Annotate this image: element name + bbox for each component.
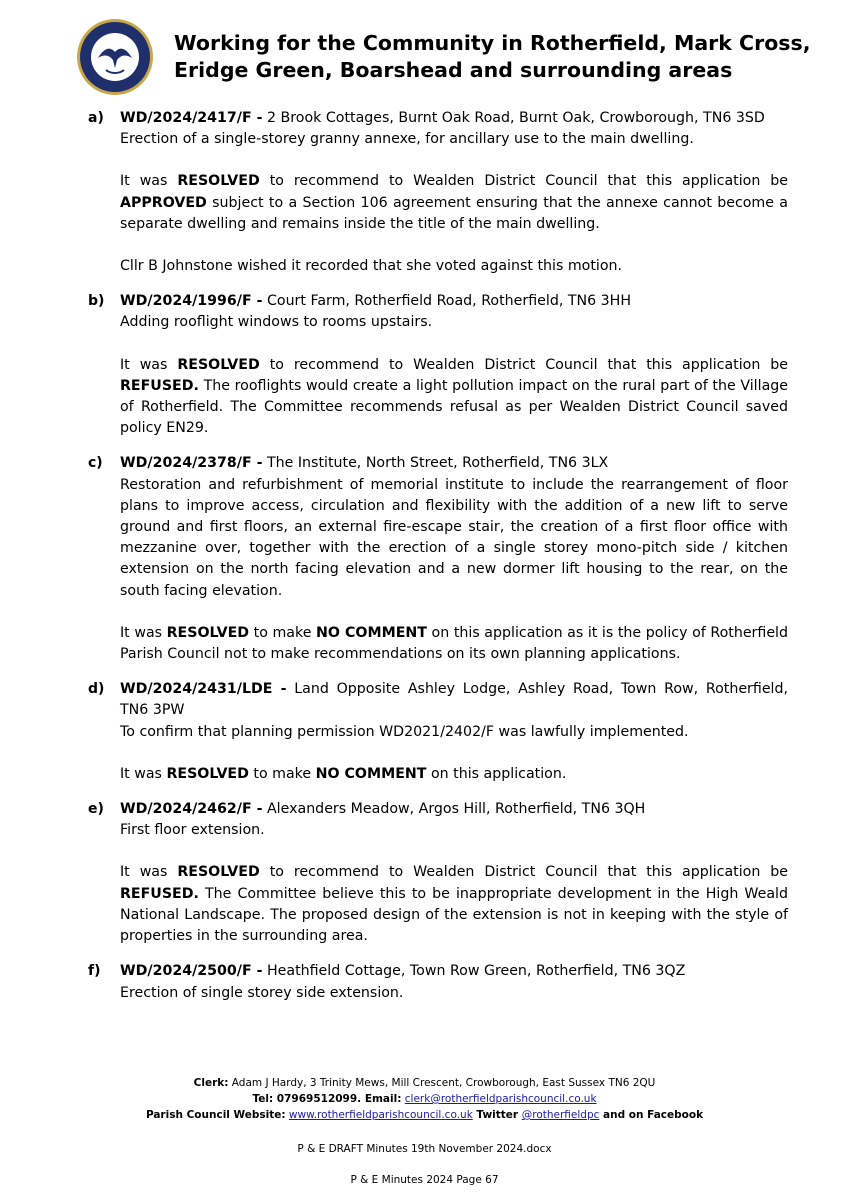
item-letter: d) — [88, 681, 105, 698]
resolution: It was RESOLVED to make NO COMMENT on this application. — [120, 765, 567, 782]
application-item-c — [88, 453, 788, 665]
application-item-d — [88, 679, 788, 785]
resolution: It was RESOLVED to make NO COMMENT on this application as it is the policy of Rotherfield Parish Council not to make recommendations on its own planning applications. — [120, 624, 788, 663]
footer-clerk: Clerk: Adam J Hardy, 3 Trinity Mews, Mill Crescent, Crowborough, East Sussex TN6 2QU — [193, 1077, 656, 1089]
page-footer — [0, 1075, 849, 1123]
application-item-e — [88, 799, 788, 947]
title-line-1: Working for the Community in Rotherfield, Mark Cross, — [174, 31, 811, 55]
twitter-link[interactable]: @rotherfieldpc — [521, 1109, 600, 1121]
application-item-b — [88, 291, 788, 439]
page-title — [174, 30, 834, 84]
item-letter: a) — [88, 110, 104, 126]
item-letter: b) — [88, 293, 105, 310]
application-description: Erection of a single-storey granny annexe, for ancillary use to the main dwelling. — [120, 131, 694, 148]
application-item-a — [88, 108, 788, 277]
application-heading — [120, 108, 788, 129]
application-ref: WD/2024/2431/LDE - — [120, 681, 287, 698]
application-description: Restoration and refurbishment of memorial institute to include the rearrangement of floor plans to improve access, circulation and flexibility with the addition of a new lift to serve ground and first floors, an external fire-escape stair, the creation of a first floor office with mezzanine over, together with the erection of a single storey mono-pitch side / kitchen extension on the north facing elevation and a new dormer lift housing to the rear, on the south facing elevation. — [120, 476, 788, 599]
footer-contact: Tel: 07969512099. Email: clerk@rotherfieldparishcouncil.co.uk — [252, 1093, 597, 1105]
application-ref: WD/2024/2500/F - — [120, 963, 263, 980]
page-number: P & E Minutes 2024 Page 67 — [350, 1174, 499, 1186]
application-heading — [120, 679, 788, 721]
application-address: Land Opposite Ashley Lodge, Ashley Road, Town Row, Rotherfield, TN6 3PW — [120, 681, 789, 719]
application-item-f — [88, 961, 788, 1003]
resolution: It was RESOLVED to recommend to Wealden District Council that this application be REFUSED. The Committee believe this to be inappropriate development in the High Weald National Landscape. The proposed design of the extension is not in keeping with the style of properties in the surrounding area. — [120, 864, 788, 945]
application-heading — [120, 291, 788, 312]
title-line-2: Eridge Green, Boarshead and surrounding areas — [174, 58, 733, 82]
resolution: It was RESOLVED to recommend to Wealden District Council that this application be REFUSED. The rooflights would create a light pollution impact on the rural part of the Village of Rotherfield. The Committee recommends refusal as per Wealden District Council saved policy EN29. — [120, 356, 788, 437]
recorded-note: Cllr B Johnstone wished it recorded that she voted against this motion. — [120, 258, 623, 275]
application-description: Adding rooflight windows to rooms upstairs. — [120, 314, 433, 331]
application-address: 2 Brook Cottages, Burnt Oak Road, Burnt Oak, Crowborough, TN6 3SD — [262, 110, 765, 126]
application-heading — [120, 453, 788, 474]
facebook-text: Facebook — [647, 1109, 704, 1121]
website-link[interactable]: www.rotherfieldparishcouncil.co.uk — [288, 1109, 473, 1121]
item-letter: c) — [88, 455, 103, 472]
application-description: Erection of single storey side extension. — [120, 984, 404, 1001]
application-heading — [120, 799, 788, 820]
email-link[interactable]: clerk@rotherfieldparishcouncil.co.uk — [404, 1093, 597, 1105]
application-ref: WD/2024/2378/F - — [120, 455, 263, 472]
item-letter: e) — [88, 801, 104, 818]
application-address: Heathfield Cottage, Town Row Green, Rotherfield, TN6 3QZ — [262, 963, 686, 980]
planning-applications-list — [88, 108, 788, 1018]
resolution: It was RESOLVED to recommend to Wealden District Council that this application be APPROVED subject to a Section 106 agreement ensuring that the annexe cannot become a separate dwelling and remains inside the title of the main dwelling. — [120, 173, 788, 232]
application-description: To confirm that planning permission WD2021/2402/F was lawfully implemented. — [120, 723, 689, 740]
application-description: First floor extension. — [120, 822, 265, 839]
application-address: Court Farm, Rotherfield Road, Rotherfield, TN6 3HH — [262, 293, 632, 310]
application-heading — [120, 961, 788, 982]
application-ref: WD/2024/1996/F - — [120, 293, 263, 310]
application-ref: WD/2024/2417/F - — [120, 110, 263, 126]
application-ref: WD/2024/2462/F - — [120, 801, 263, 818]
document-filename: P & E DRAFT Minutes 19th November 2024.docx — [297, 1143, 552, 1155]
page-header — [76, 18, 836, 96]
item-letter: f) — [88, 963, 101, 980]
application-address: The Institute, North Street, Rotherfield, TN6 3LX — [262, 455, 609, 472]
parish-council-logo — [76, 18, 154, 96]
application-address: Alexanders Meadow, Argos Hill, Rotherfield, TN6 3QH — [262, 801, 646, 818]
footer-website: Parish Council Website: www.rotherfieldparishcouncil.co.uk Twitter @rotherfieldpc and on Facebook — [145, 1109, 704, 1121]
